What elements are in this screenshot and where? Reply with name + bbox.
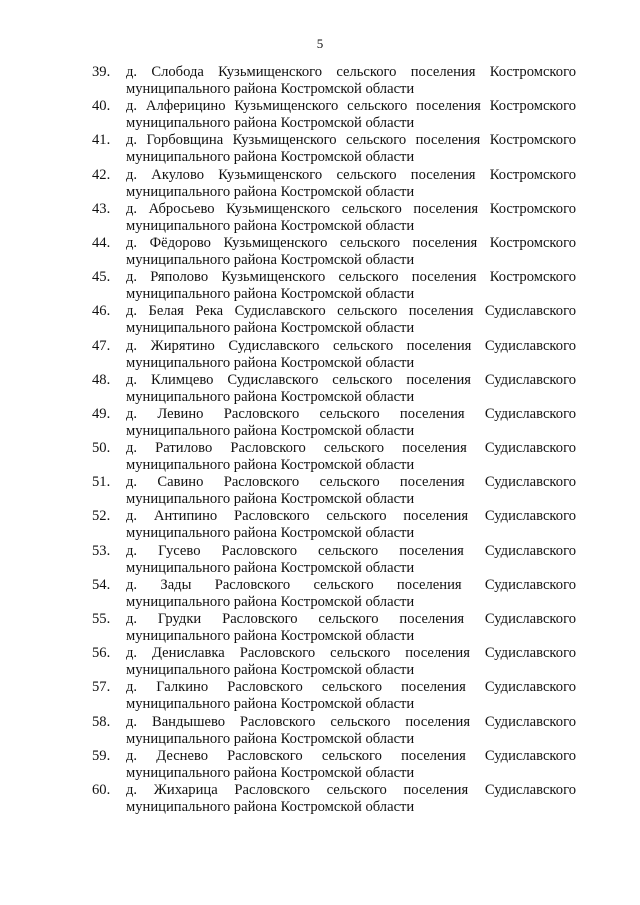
item-text-line1: д. Дениславка Расловского сельского поселения Судиславского xyxy=(126,645,576,662)
list-item xyxy=(92,201,576,235)
item-number: 48. xyxy=(92,371,111,388)
item-text-line2: муниципального района Костромской области xyxy=(126,183,415,200)
list-item xyxy=(92,132,576,166)
list-item xyxy=(92,440,576,474)
item-number: 56. xyxy=(92,645,111,662)
item-text-line1: д. Фёдорово Кузьмищенского сельского поселения Костромского xyxy=(126,234,576,251)
item-text-line2: муниципального района Костромской области xyxy=(126,696,415,713)
item-text-line2: муниципального района Костромской области xyxy=(126,798,415,815)
item-text-line2: муниципального района Костромской области xyxy=(126,525,415,542)
item-number: 39. xyxy=(92,64,111,80)
item-text-line1: д. Ряполово Кузьмищенского сельского поселения Костромского xyxy=(126,269,576,286)
item-number: 45. xyxy=(92,269,111,286)
list-item xyxy=(92,167,576,201)
item-text-line2: муниципального района Костромской области xyxy=(126,217,415,234)
item-text-line2: муниципального района Костромской области xyxy=(126,730,415,747)
item-text-line2: муниципального района Костромской области xyxy=(126,662,415,679)
item-number: 58. xyxy=(92,713,111,730)
item-text-line2: муниципального района Костромской области xyxy=(126,559,415,576)
item-text-line1: д. Грудки Расловского сельского поселения Судиславского xyxy=(126,611,576,627)
list-item xyxy=(92,406,576,440)
item-number: 43. xyxy=(92,200,111,217)
item-text-line1: д. Горбовщина Кузьмищенского сельского поселения Костромского xyxy=(126,132,576,149)
item-text-line2: муниципального района Костромской области xyxy=(126,286,415,303)
item-number: 50. xyxy=(92,440,111,457)
list-item xyxy=(92,372,576,406)
item-text-line2: муниципального района Костромской области xyxy=(126,422,415,439)
page-number: 5 xyxy=(316,36,324,51)
list-item xyxy=(92,714,576,748)
list-item xyxy=(92,679,576,713)
item-text-line1: д. Слобода Кузьмищенского сельского поселения Костромского xyxy=(126,64,576,80)
item-text-line2: муниципального района Костромской области xyxy=(126,491,415,508)
item-text-line1: д. Вандышево Расловского сельского поселения Судиславского xyxy=(126,713,576,730)
list-item xyxy=(92,645,576,679)
item-number: 57. xyxy=(92,679,111,696)
item-text-line2: муниципального района Костромской области xyxy=(126,81,415,97)
item-text-line1: д. Савино Расловского сельского поселения Судиславского xyxy=(126,474,576,491)
item-text-line1: д. Деснево Расловского сельского поселения Судиславского xyxy=(126,747,576,764)
item-number: 52. xyxy=(92,508,111,525)
item-text-line1: д. Гусево Расловского сельского поселения Судиславского xyxy=(126,542,576,559)
item-text-line1: д. Зады Расловского сельского поселения Судиславского xyxy=(126,576,576,593)
item-text-line1: д. Ратилово Расловского сельского поселения Судиславского xyxy=(126,440,576,457)
item-text-line2: муниципального района Костромской области xyxy=(126,149,415,166)
item-text-line2: муниципального района Костромской области xyxy=(126,354,415,371)
item-text-line1: д. Жирятино Судиславского сельского поселения Судиславского xyxy=(126,337,576,354)
list-item xyxy=(92,98,576,132)
item-text-line2: муниципального района Костромской области xyxy=(126,764,415,781)
item-text-line1: д. Жихарица Расловского сельского поселения Судиславского xyxy=(126,781,576,798)
item-text-line1: д. Абросьево Кузьмищенского сельского поселения Костромского xyxy=(126,200,576,217)
item-text-line2: муниципального района Костромской области xyxy=(126,628,415,644)
item-number: 46. xyxy=(92,303,111,320)
item-number: 40. xyxy=(92,98,111,115)
item-number: 42. xyxy=(92,166,111,183)
item-text-line1: д. Алферицино Кузьмищенского сельского поселения Костромского xyxy=(126,98,576,115)
item-number: 55. xyxy=(92,611,111,627)
item-text-line1: д. Антипино Расловского сельского поселения Судиславского xyxy=(126,508,576,525)
list-item xyxy=(92,748,576,782)
item-number: 59. xyxy=(92,747,111,764)
item-number: 47. xyxy=(92,337,111,354)
list-item xyxy=(92,782,576,816)
item-number: 53. xyxy=(92,542,111,559)
item-number: 49. xyxy=(92,405,111,422)
list-item xyxy=(92,338,576,372)
item-number: 54. xyxy=(92,576,111,593)
list-item xyxy=(92,577,576,611)
settlement-list xyxy=(92,64,576,816)
list-item xyxy=(92,508,576,542)
list-item xyxy=(92,543,576,577)
list-item xyxy=(92,303,576,337)
item-text-line1: д. Левино Расловского сельского поселения Судиславского xyxy=(126,405,576,422)
item-text-line2: муниципального района Костромской области xyxy=(126,251,415,268)
list-item xyxy=(92,611,576,645)
item-text-line1: д. Белая Река Судиславского сельского поселения Судиславского xyxy=(126,303,576,320)
list-item xyxy=(92,235,576,269)
item-number: 41. xyxy=(92,132,111,149)
list-item xyxy=(92,474,576,508)
item-number: 44. xyxy=(92,234,111,251)
item-text-line2: муниципального района Костромской области xyxy=(126,593,415,610)
item-text-line1: д. Галкино Расловского сельского поселения Судиславского xyxy=(126,679,576,696)
list-item xyxy=(92,64,576,98)
item-text-line2: муниципального района Костромской области xyxy=(126,320,415,337)
item-text-line2: муниципального района Костромской области xyxy=(126,457,415,474)
item-text-line2: муниципального района Костромской области xyxy=(126,115,415,132)
list-item xyxy=(92,269,576,303)
item-number: 51. xyxy=(92,474,111,491)
item-number: 60. xyxy=(92,781,111,798)
item-text-line1: д. Акулово Кузьмищенского сельского поселения Костромского xyxy=(126,166,576,183)
item-text-line2: муниципального района Костромской области xyxy=(126,388,415,405)
item-text-line1: д. Климцево Судиславского сельского поселения Судиславского xyxy=(126,371,576,388)
